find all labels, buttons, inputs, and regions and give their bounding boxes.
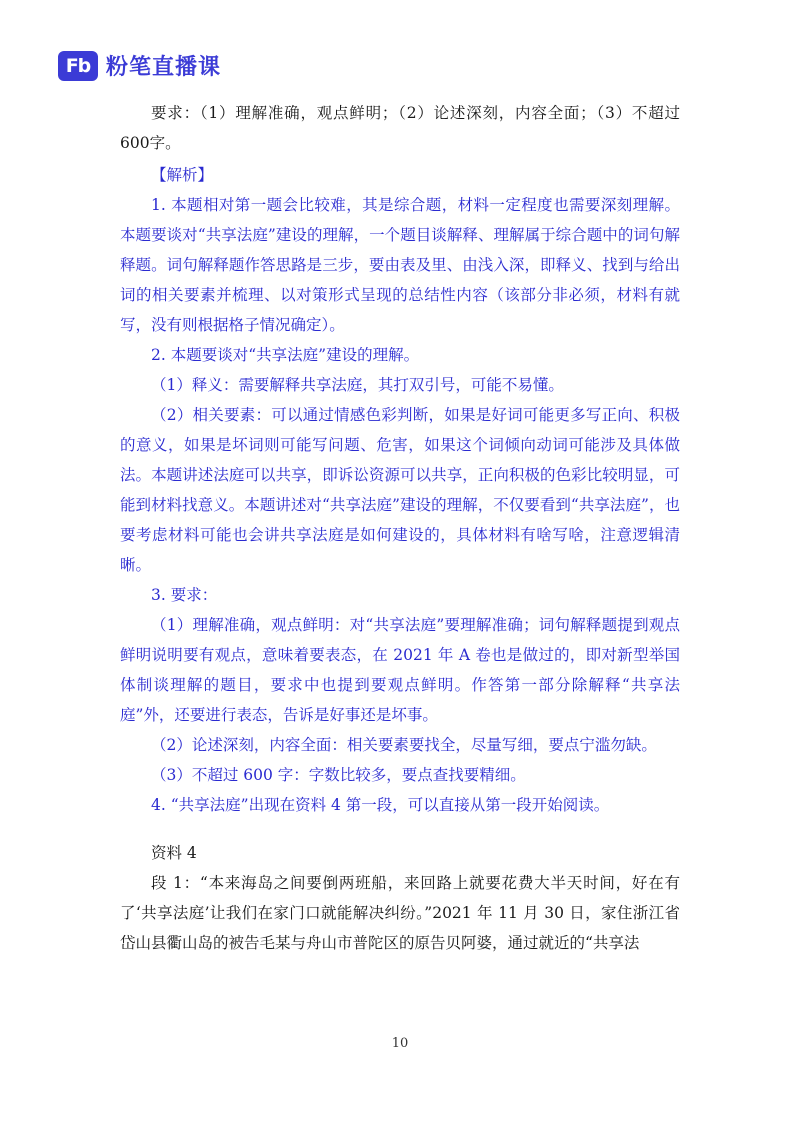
material-title: 资料 4 [151, 844, 197, 862]
analysis-point-4: 4. “共享法庭”出现在资料 4 第一段，可以直接从第一段开始阅读。 [151, 796, 610, 814]
document-body [120, 98, 680, 958]
analysis-heading: 【解析】 [151, 166, 214, 184]
page-number: 10 [391, 1036, 409, 1051]
analysis-point-2-1: （1）释义：需要解释共享法庭，其打双引号，可能不易懂。 [151, 376, 564, 394]
analysis-point-3-2: （2）论述深刻，内容全面：相关要素要找全，尽量写细，要点宁滥勿缺。 [151, 736, 657, 754]
material-paragraph: 段 1：“本来海岛之间要倒两班船，来回路上就要花费大半天时间，好在有了‘共享法庭’让我们在家门口就能解决纠纷。”2021 年 11 月 30 日，家住浙江省岱山县衢山岛的被告毛某与舟山市普陀区的原告贝阿婆，通过就近的“共享法 [120, 874, 680, 952]
brand-name: 粉笔直播课 [106, 55, 222, 80]
brand-logo [58, 50, 221, 81]
requirement-text: 要求：（1）理解准确，观点鲜明；（2）论述深刻，内容全面；（3）不超过600字。 [120, 104, 680, 152]
analysis-point-2: 2. 本题要谈对“共享法庭”建设的理解。 [151, 346, 420, 364]
fb-logo-icon: Fb [58, 51, 98, 81]
analysis-point-2-2: （2）相关要素：可以通过情感色彩判断，如果是好词可能更多写正向、积极的意义，如果是坏词则可能写问题、危害，如果这个词倾向动词可能涉及具体做法。本题讲述法庭可以共享，即诉讼资源可以共享，正向积极的色彩比较明显，可能到材料找意义。本题讲述对“共享法庭”建设的理解，不仅要看到“共享法庭”，也要考虑材料可能也会讲共享法庭是如何建设的，具体材料有啥写啥，注意逻辑清晰。 [120, 406, 680, 574]
analysis-point-3: 3. 要求： [151, 586, 218, 604]
analysis-point-3-1: （1）理解准确，观点鲜明：对“共享法庭”要理解准确；词句解释题提到观点鲜明说明要有观点，意味着要表态，在 2021 年 A 卷也是做过的，即对新型举国体制谈理解的题目，要求中也提到要观点鲜明。作答第一部分除解释“共享法庭”外，还要进行表态，告诉是好事还是坏事。 [120, 616, 680, 724]
analysis-point-1: 1. 本题相对第一题会比较难，其是综合题，材料一定程度也需要深刻理解。本题要谈对“共享法庭”建设的理解，一个题目谈解释、理解属于综合题中的词句解释题。词句解释题作答思路是三步，要由表及里、由浅入深，即释义、找到与给出词的相关要素并梳理、以对策形式呈现的总结性内容（该部分非必须，材料有就写，没有则根据格子情况确定）。 [120, 196, 680, 334]
analysis-point-3-3: （3）不超过 600 字：字数比较多，要点查找要精细。 [151, 766, 526, 784]
